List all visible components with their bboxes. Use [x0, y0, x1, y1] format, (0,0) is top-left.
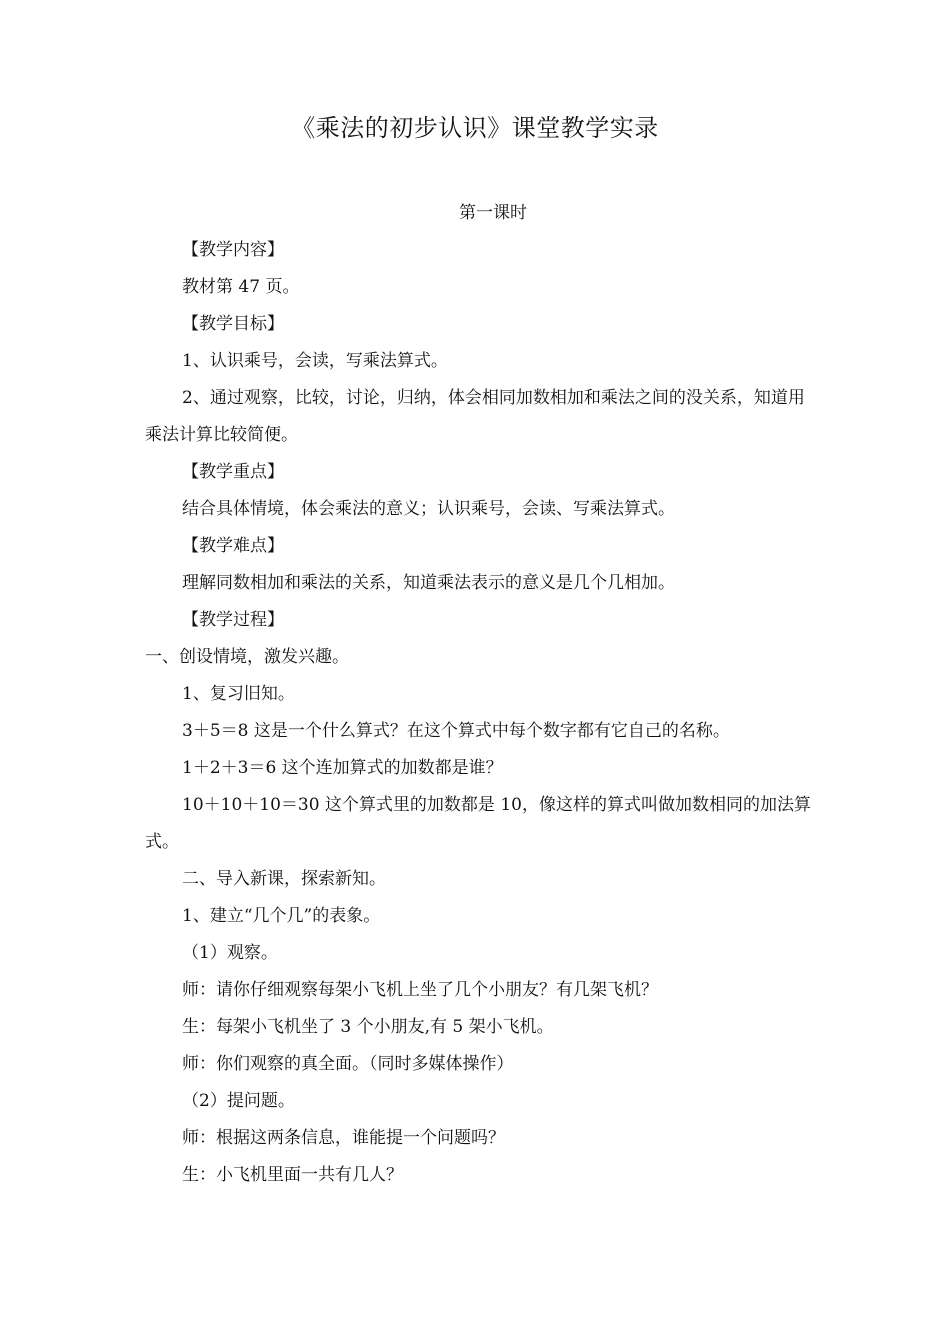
section-heading: 【教学内容】: [182, 240, 284, 260]
paragraph: 一、创设情境，激发兴趣。: [145, 647, 349, 667]
paragraph: 师：请你仔细观察每架小飞机上坐了几个小朋友？有几架飞机？: [182, 980, 658, 1000]
paragraph: 2、通过观察，比较，讨论，归纳，体会相同加数相加和乘法之间的没关系，知道用乘法计算比较简便。: [145, 388, 805, 445]
document-body: [145, 232, 817, 1194]
paragraph: 生：小飞机里面一共有几人？: [182, 1165, 403, 1185]
paragraph: 1、认识乘号，会读，写乘法算式。: [182, 351, 448, 371]
document-title: 《乘法的初步认识》课堂教学实录: [291, 114, 659, 142]
paragraph: 教材第 47 页。: [182, 277, 300, 297]
paragraph: 1＋2＋3＝6 这个连加算式的加数都是谁？: [182, 758, 503, 778]
paragraph: 师：根据这两条信息，谁能提一个问题吗？: [182, 1128, 505, 1148]
section-heading: 【教学难点】: [182, 536, 284, 556]
paragraph: 理解同数相加和乘法的关系，知道乘法表示的意义是几个几相加。: [182, 573, 675, 593]
lesson-heading: 第一课时: [459, 203, 527, 223]
paragraph: 二、导入新课，探索新知。: [182, 869, 386, 889]
paragraph: 师：你们观察的真全面。（同时多媒体操作）: [182, 1054, 514, 1074]
paragraph: 1、复习旧知。: [182, 684, 295, 704]
paragraph: （2）提问题。: [182, 1091, 295, 1111]
paragraph: 1、建立“几个几”的表象。: [182, 906, 381, 926]
paragraph: 结合具体情境，体会乘法的意义；认识乘号，会读、写乘法算式。: [182, 499, 675, 519]
paragraph: 生：每架小飞机坐了 3 个小朋友,有 5 架小飞机。: [182, 1017, 554, 1037]
paragraph: （1）观察。: [182, 943, 278, 963]
section-heading: 【教学重点】: [182, 462, 284, 482]
section-heading: 【教学目标】: [182, 314, 284, 334]
paragraph: 10＋10＋10＝30 这个算式里的加数都是 10，像这样的算式叫做加数相同的加法算式。: [145, 795, 811, 852]
paragraph: 3＋5＝8 这是一个什么算式？在这个算式中每个数字都有它自己的名称。: [182, 721, 730, 741]
section-heading: 【教学过程】: [182, 610, 284, 630]
